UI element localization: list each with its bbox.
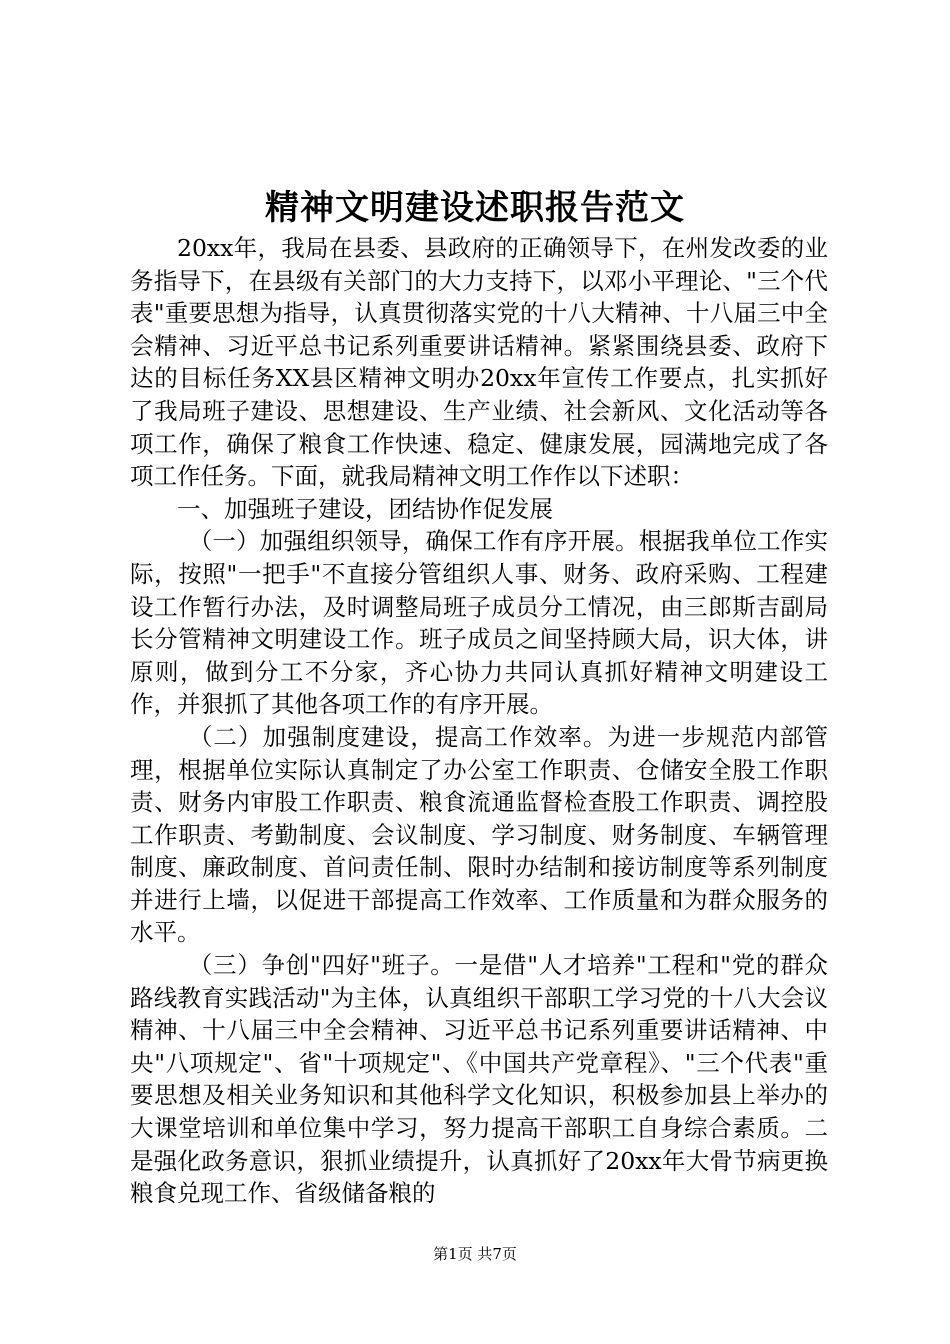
paragraph-intro: 20xx年，我局在县委、县政府的正确领导下，在州发改委的业务指导下，在县级有关部门的大力支持下，以邓小平理论、"三个代表"重要思想为指导，认真贯彻落实党的十八大精神、十八届三中全会精神、习近平总书记系列重要讲话精神。紧紧围绕县委、政府下达的目标任务XX县区精神文明办20xx年宣传工作要点，扎实抓好了我局班子建设、思想建设、生产业绩、社会新风、文化活动等各项工作，确保了粮食工作快速、稳定、健康发展，园满地完成了各项工作任务。下面，就我局精神文明工作作以下述职： <box>130 234 828 491</box>
section-heading: 一、加强班子建设，团结协作促发展 <box>177 494 553 523</box>
document-title: 精神文明建设述职报告范文 <box>265 188 685 228</box>
document-body <box>130 232 828 1210</box>
paragraph-item-1: （一）加强组织领导，确保工作有序开展。根据我单位工作实际，按照"一把手"不直接分管组织人事、财务、政府采购、工程建设工作暂行办法，及时调整局班子成员分工情况，由三郎斯吉副局长分管精神文明建设工作。班子成员之间坚持顾大局，识大体，讲原则，做到分工不分家，齐心协力共同认真抓好精神文明建设工作，并狠抓了其他各项工作的有序开展。 <box>130 527 828 719</box>
paragraph-item-2: （二）加强制度建设，提高工作效率。为进一步规范内部管理，根据单位实际认真制定了办公室工作职责、仓储安全股工作职责、财务内审股工作职责、粮食流通监督检查股工作职责、调控股工作职责、考勤制度、会议制度、学习制度、财务制度、车辆管理制度、廉政制度、首问责任制、限时办结制和接访制度等系列制度并进行上墙，以促进干部提高工作效率、工作质量和为群众服务的水平。 <box>130 722 828 947</box>
page-number-footer: 第1页 共7页 <box>433 1245 517 1263</box>
paragraph-item-3: （三）争创"四好"班子。一是借"人才培养"工程和"党的群众路线教育实践活动"为主体，认真组织干部职工学习党的十八大会议精神、十八届三中全会精神、习近平总书记系列重要讲话精神、中央"八项规定"、省"十项规定"、《中国共产党章程》、"三个代表"重要思想及相关业务知识和其他科学文化知识，积极参加县上举办的大课堂培训和单位集中学习，努力提高干部职工自身综合素质。二是强化政务意识，狠抓业绩提升，认真抓好了20xx年大骨节病更换粮食兑现工作、省级储备粮的 <box>130 951 828 1208</box>
